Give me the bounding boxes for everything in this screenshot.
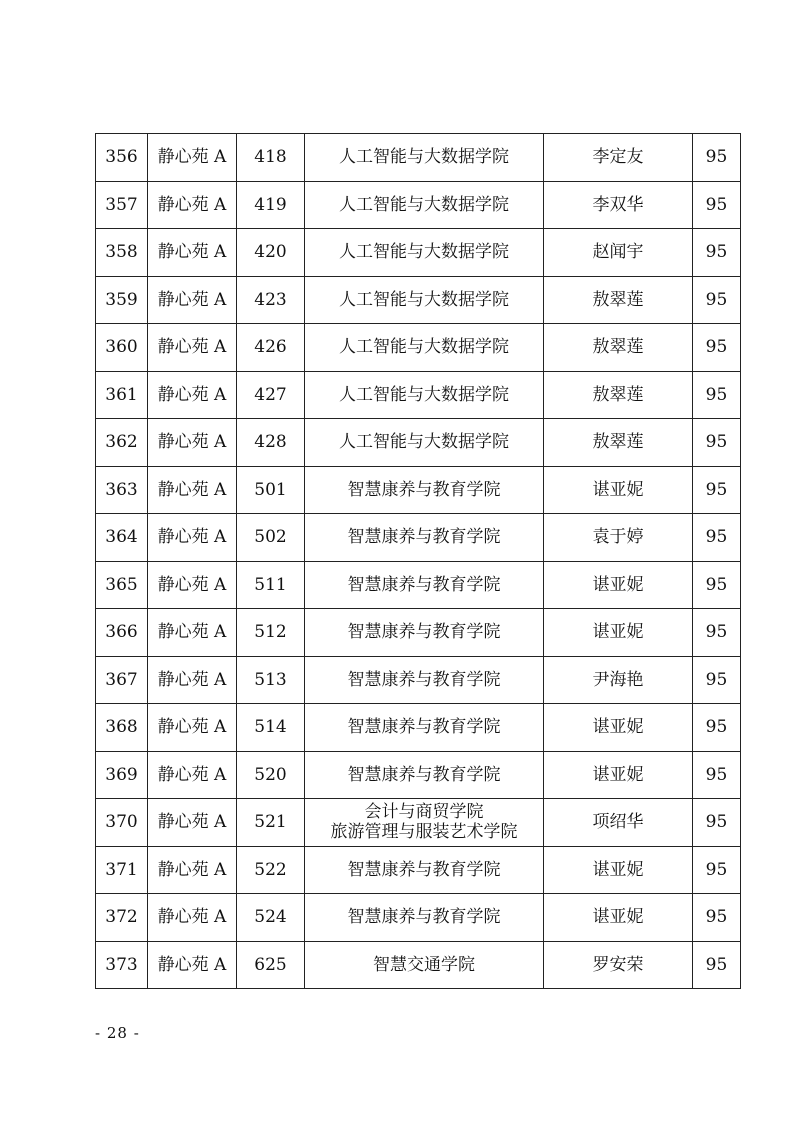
college-name: 智慧康养与教育学院 [347, 574, 501, 595]
cell-person: 尹海艳 [544, 656, 693, 704]
table-row [96, 514, 741, 562]
cell-college [305, 514, 544, 562]
cell-room: 427 [237, 371, 305, 419]
cell-score: 95 [693, 609, 741, 657]
cell-room: 502 [237, 514, 305, 562]
college-name: 智慧康养与教育学院 [347, 717, 501, 738]
cell-college [305, 419, 544, 467]
table-row [96, 894, 741, 942]
table-row [96, 941, 741, 989]
cell-score: 95 [693, 229, 741, 277]
cell-college [305, 134, 544, 182]
college-name: 智慧康养与教育学院 [347, 622, 501, 643]
cell-number: 371 [96, 846, 148, 894]
cell-college [305, 894, 544, 942]
cell-score: 95 [693, 894, 741, 942]
cell-number: 370 [96, 799, 148, 847]
table-row [96, 846, 741, 894]
cell-college [305, 561, 544, 609]
cell-college [305, 324, 544, 372]
cell-college [305, 656, 544, 704]
cell-number: 360 [96, 324, 148, 372]
cell-score: 95 [693, 514, 741, 562]
table-row [96, 799, 741, 847]
cell-room: 418 [237, 134, 305, 182]
cell-person: 谌亚妮 [544, 466, 693, 514]
cell-number: 372 [96, 894, 148, 942]
college-name: 智慧康养与教育学院 [347, 859, 501, 880]
cell-room: 521 [237, 799, 305, 847]
cell-number: 361 [96, 371, 148, 419]
cell-number: 364 [96, 514, 148, 562]
table-row [96, 229, 741, 277]
table-row [96, 466, 741, 514]
cell-room: 513 [237, 656, 305, 704]
cell-person: 李定友 [544, 134, 693, 182]
cell-number: 366 [96, 609, 148, 657]
cell-person: 谌亚妮 [544, 894, 693, 942]
cell-number: 363 [96, 466, 148, 514]
cell-room: 522 [237, 846, 305, 894]
cell-score: 95 [693, 941, 741, 989]
cell-score: 95 [693, 371, 741, 419]
cell-building: 静心苑 A [148, 799, 237, 847]
cell-number: 357 [96, 181, 148, 229]
cell-number: 365 [96, 561, 148, 609]
cell-number: 368 [96, 704, 148, 752]
table-row [96, 704, 741, 752]
cell-room: 520 [237, 751, 305, 799]
cell-building: 静心苑 A [148, 276, 237, 324]
cell-room: 514 [237, 704, 305, 752]
cell-room: 423 [237, 276, 305, 324]
college-name: 智慧康养与教育学院 [347, 764, 501, 785]
cell-building: 静心苑 A [148, 941, 237, 989]
cell-number: 359 [96, 276, 148, 324]
cell-room: 428 [237, 419, 305, 467]
cell-room: 524 [237, 894, 305, 942]
cell-number: 356 [96, 134, 148, 182]
cell-college [305, 846, 544, 894]
cell-person: 敖翠莲 [544, 276, 693, 324]
cell-person: 袁于婷 [544, 514, 693, 562]
cell-building: 静心苑 A [148, 514, 237, 562]
cell-college [305, 229, 544, 277]
cell-building: 静心苑 A [148, 656, 237, 704]
college-name: 人工智能与大数据学院 [339, 289, 509, 310]
college-name: 智慧交通学院 [373, 954, 475, 975]
cell-college [305, 704, 544, 752]
cell-building: 静心苑 A [148, 134, 237, 182]
cell-number: 367 [96, 656, 148, 704]
dormitory-score-table-container [95, 133, 735, 989]
cell-room: 420 [237, 229, 305, 277]
cell-score: 95 [693, 799, 741, 847]
table-row [96, 656, 741, 704]
college-name: 人工智能与大数据学院 [339, 337, 509, 358]
table-row [96, 419, 741, 467]
cell-person: 谌亚妮 [544, 704, 693, 752]
table-row [96, 751, 741, 799]
cell-room: 419 [237, 181, 305, 229]
college-name: 人工智能与大数据学院 [339, 384, 509, 405]
cell-college [305, 181, 544, 229]
cell-building: 静心苑 A [148, 561, 237, 609]
cell-score: 95 [693, 466, 741, 514]
cell-room: 511 [237, 561, 305, 609]
cell-person: 谌亚妮 [544, 561, 693, 609]
cell-score: 95 [693, 751, 741, 799]
college-name: 人工智能与大数据学院 [339, 147, 509, 168]
cell-room: 426 [237, 324, 305, 372]
table-row [96, 609, 741, 657]
cell-building: 静心苑 A [148, 846, 237, 894]
cell-college [305, 799, 544, 847]
cell-building: 静心苑 A [148, 751, 237, 799]
cell-building: 静心苑 A [148, 371, 237, 419]
cell-college [305, 466, 544, 514]
cell-person: 李双华 [544, 181, 693, 229]
cell-building: 静心苑 A [148, 324, 237, 372]
cell-person: 敖翠莲 [544, 371, 693, 419]
table-row [96, 324, 741, 372]
cell-room: 512 [237, 609, 305, 657]
cell-score: 95 [693, 846, 741, 894]
cell-score: 95 [693, 276, 741, 324]
cell-person: 敖翠莲 [544, 324, 693, 372]
cell-building: 静心苑 A [148, 609, 237, 657]
cell-room: 501 [237, 466, 305, 514]
cell-score: 95 [693, 134, 741, 182]
cell-college [305, 751, 544, 799]
cell-college [305, 276, 544, 324]
cell-score: 95 [693, 181, 741, 229]
cell-person: 谌亚妮 [544, 751, 693, 799]
cell-number: 373 [96, 941, 148, 989]
cell-score: 95 [693, 324, 741, 372]
cell-number: 369 [96, 751, 148, 799]
table-row [96, 561, 741, 609]
college-name: 人工智能与大数据学院 [339, 242, 509, 263]
cell-person: 罗安荣 [544, 941, 693, 989]
cell-person: 项绍华 [544, 799, 693, 847]
cell-person: 敖翠莲 [544, 419, 693, 467]
cell-number: 362 [96, 419, 148, 467]
cell-college [305, 941, 544, 989]
cell-number: 358 [96, 229, 148, 277]
cell-college [305, 371, 544, 419]
college-name: 智慧康养与教育学院 [347, 669, 501, 690]
college-name: 人工智能与大数据学院 [339, 432, 509, 453]
table-row [96, 181, 741, 229]
cell-score: 95 [693, 704, 741, 752]
table-row [96, 134, 741, 182]
college-name: 会计与商贸学院 [364, 801, 484, 822]
cell-score: 95 [693, 656, 741, 704]
page-number: - 28 - [95, 1024, 140, 1042]
cell-building: 静心苑 A [148, 181, 237, 229]
cell-building: 静心苑 A [148, 229, 237, 277]
cell-person: 赵闻宇 [544, 229, 693, 277]
table-body [96, 134, 741, 989]
cell-room: 625 [237, 941, 305, 989]
college-name: 智慧康养与教育学院 [347, 527, 501, 548]
table-row [96, 276, 741, 324]
college-name: 智慧康养与教育学院 [347, 907, 501, 928]
cell-person: 谌亚妮 [544, 846, 693, 894]
cell-score: 95 [693, 419, 741, 467]
cell-score: 95 [693, 561, 741, 609]
cell-college [305, 609, 544, 657]
cell-building: 静心苑 A [148, 419, 237, 467]
cell-building: 静心苑 A [148, 894, 237, 942]
cell-building: 静心苑 A [148, 704, 237, 752]
college-name: 智慧康养与教育学院 [347, 479, 501, 500]
cell-person: 谌亚妮 [544, 609, 693, 657]
dormitory-score-table [95, 133, 741, 989]
college-name: 人工智能与大数据学院 [339, 194, 509, 215]
cell-building: 静心苑 A [148, 466, 237, 514]
college-name: 旅游管理与服装艺术学院 [330, 822, 518, 843]
table-row [96, 371, 741, 419]
